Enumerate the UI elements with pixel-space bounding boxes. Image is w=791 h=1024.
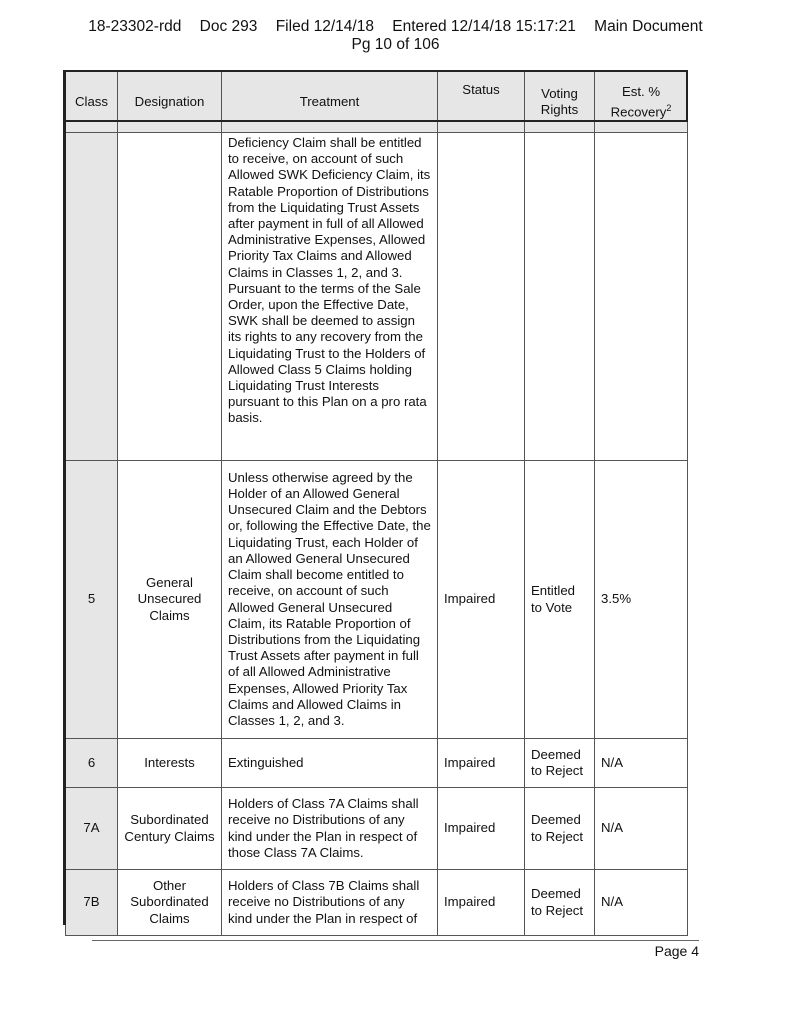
cell-treatment: Holders of Class 7B Claims shall receive no Distributions of any kind under the Plan in respect of bbox=[222, 870, 438, 936]
table-header-row bbox=[66, 72, 688, 133]
cell-class: 5 bbox=[66, 461, 118, 739]
footnote-ref: 2 bbox=[666, 102, 672, 113]
cell-recovery bbox=[595, 133, 688, 461]
table-row bbox=[66, 133, 688, 461]
cell-recovery: N/A bbox=[595, 739, 688, 788]
col-header-treatment: Treatment bbox=[222, 72, 438, 133]
table-row bbox=[66, 739, 688, 788]
doc-number: Doc 293 bbox=[199, 18, 258, 35]
case-number: 18-23302-rdd bbox=[88, 18, 182, 35]
cell-treatment: Deficiency Claim shall be entitled to receive, on account of such Allowed SWK Deficiency Claim, its Ratable Proportion of Distributions from the Liquidating Trust Assets after payment in full of all Allowed Administrative Expenses, Allowed Priority Tax Claims and Allowed Claims in Classes 1, 2, and 3. Pursuant to the terms of the Sale Order, upon the Effective Date, SWK shall be deemed to assign its rights to any recovery from the Liquidating Trust to the Holders of Allowed Class 5 Claims holding Liquidating Trust Interests pursuant to this Plan on a pro rata basis. bbox=[222, 133, 438, 461]
plan-classes-table bbox=[65, 71, 688, 936]
col-header-status: Status bbox=[438, 72, 525, 133]
document-type: Main Document bbox=[594, 18, 703, 35]
cell-voting: Deemed to Reject bbox=[525, 788, 595, 870]
cell-treatment: Holders of Class 7A Claims shall receive no Distributions of any kind under the Plan in respect of those Class 7A Claims. bbox=[222, 788, 438, 870]
table-row bbox=[66, 461, 688, 739]
footer-rule bbox=[92, 940, 699, 941]
col-header-recovery-line2: Recovery bbox=[610, 104, 667, 120]
cell-recovery: N/A bbox=[595, 788, 688, 870]
cell-designation: Interests bbox=[118, 739, 222, 788]
table-frame-right bbox=[686, 70, 688, 122]
entered-date: Entered 12/14/18 15:17:21 bbox=[392, 18, 576, 35]
cell-voting bbox=[525, 133, 595, 461]
filing-header bbox=[0, 18, 791, 54]
col-header-class: Class bbox=[66, 72, 118, 133]
cell-designation: Other Subordinated Claims bbox=[118, 870, 222, 936]
cell-recovery: N/A bbox=[595, 870, 688, 936]
cell-voting: Entitled to Vote bbox=[525, 461, 595, 739]
col-header-designation: Designation bbox=[118, 72, 222, 133]
cell-status: Impaired bbox=[438, 739, 525, 788]
col-header-voting bbox=[525, 72, 595, 133]
table-header-divider bbox=[63, 120, 688, 122]
cell-voting: Deemed to Reject bbox=[525, 739, 595, 788]
cell-status bbox=[438, 133, 525, 461]
cell-status: Impaired bbox=[438, 870, 525, 936]
filing-header-line1 bbox=[0, 18, 791, 36]
cell-status: Impaired bbox=[438, 461, 525, 739]
page-of-total: Pg 10 of 106 bbox=[351, 36, 440, 53]
cell-status: Impaired bbox=[438, 788, 525, 870]
cell-class: 7B bbox=[66, 870, 118, 936]
cell-designation: Subordinated Century Claims bbox=[118, 788, 222, 870]
col-header-voting-line1: Voting bbox=[541, 85, 578, 101]
col-header-recovery-line1: Est. % bbox=[621, 83, 661, 99]
cell-designation bbox=[118, 133, 222, 461]
cell-class: 7A bbox=[66, 788, 118, 870]
table-row bbox=[66, 870, 688, 936]
filed-date: Filed 12/14/18 bbox=[275, 18, 374, 35]
cell-designation: General Unsecured Claims bbox=[118, 461, 222, 739]
table-frame-top bbox=[63, 70, 688, 72]
table-row bbox=[66, 788, 688, 870]
cell-class bbox=[66, 133, 118, 461]
page-number: Page 4 bbox=[654, 943, 699, 959]
cell-class: 6 bbox=[66, 739, 118, 788]
cell-voting: Deemed to Reject bbox=[525, 870, 595, 936]
table-frame-left bbox=[63, 70, 66, 925]
col-header-voting-line2: Rights bbox=[540, 102, 579, 117]
cell-recovery: 3.5% bbox=[595, 461, 688, 739]
cell-treatment: Extinguished bbox=[222, 739, 438, 788]
col-header-recovery bbox=[595, 72, 688, 133]
cell-treatment: Unless otherwise agreed by the Holder of an Allowed General Unsecured Claim and the Debtors or, following the Effective Date, the Liquidating Trust, each Holder of an Allowed General Unsecured Claim shall become entitled to receive, on account of such Allowed General Unsecured Claim, its Ratable Proportion of Distributions from the Liquidating Trust Assets after payment in full of all Allowed Administrative Expenses, Allowed Priority Tax Claims and Allowed Claims in Classes 1, 2, and 3. bbox=[222, 461, 438, 739]
